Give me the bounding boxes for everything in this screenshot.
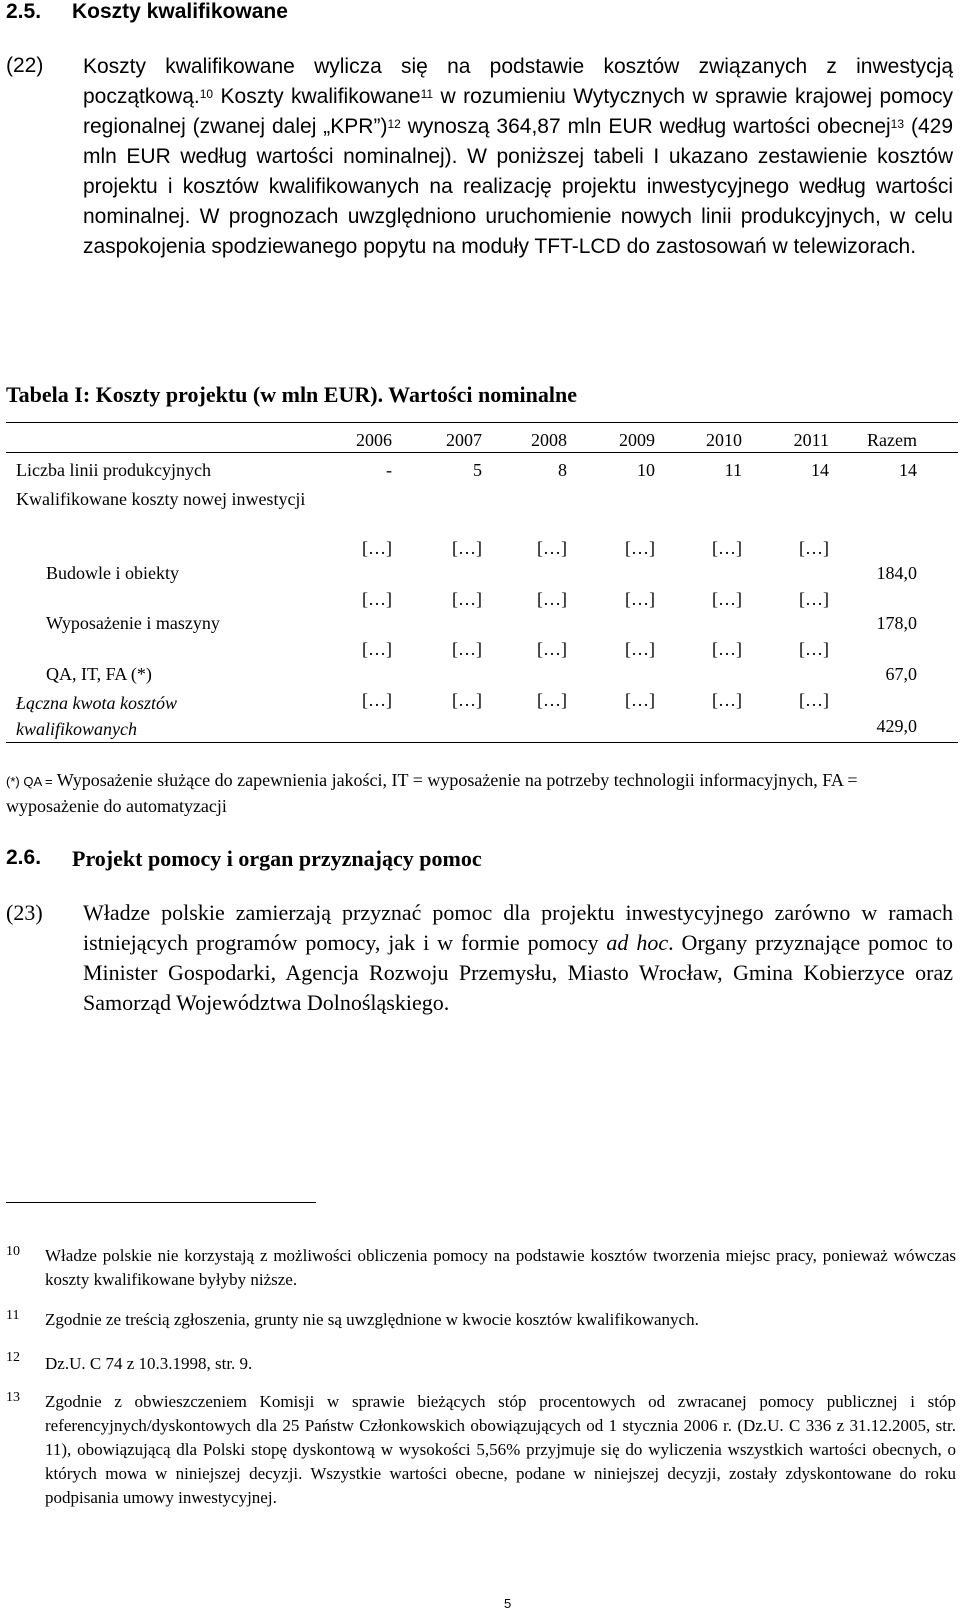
table-note-prefix: (*) QA = <box>6 774 53 789</box>
paragraph-italic-text: ad hoc <box>606 930 669 955</box>
table-cell: […] <box>452 639 482 659</box>
row-label: Wyposażenie i maszyny <box>46 613 220 633</box>
section-number: 2.6. <box>6 846 42 869</box>
col-header: 2010 <box>706 430 742 450</box>
table-cell-total: 429,0 <box>876 716 917 736</box>
table-note-text: Wyposażenie służące do zapewnienia jakości, IT = wyposażenie na potrzeby technologii informacyjnych, FA = wyposażenie do automatyzacji <box>6 770 858 816</box>
table-cell: […] <box>712 639 742 659</box>
table-caption-rest: Wartości nominalne <box>383 382 578 407</box>
table-cell: […] <box>799 589 829 609</box>
row-label: Kwalifikowane koszty nowej inwestycji <box>16 489 306 509</box>
paragraph-number: (22) <box>6 54 44 77</box>
table-cell: […] <box>799 538 829 558</box>
col-header: 2007 <box>446 430 482 450</box>
page-number: 5 <box>504 1596 512 1611</box>
table-cell: […] <box>799 690 829 710</box>
table-cell: […] <box>625 639 655 659</box>
paragraph-text: Koszty kwalifikowane wylicza się na podstawie kosztów związanych z inwestycją początkową. <box>83 55 953 108</box>
section-number: 2.5. <box>6 0 42 23</box>
table-cell: […] <box>537 538 567 558</box>
table-cell: […] <box>452 690 482 710</box>
footnote-number: 11 <box>6 1308 20 1323</box>
table-cell: […] <box>625 690 655 710</box>
footnote-text: Zgodnie ze treścią zgłoszenia, grunty nie są uwzględnione w kwocie kosztów kwalifikowanych. <box>45 1310 699 1329</box>
table-cell: […] <box>625 589 655 609</box>
paragraph-text: Koszty kwalifikowane <box>213 85 421 108</box>
paragraph-number: (23) <box>6 900 43 925</box>
table-cell: 14 <box>899 460 917 480</box>
col-header: 2008 <box>531 430 567 450</box>
table-cell: […] <box>362 690 392 710</box>
table-bottom-rule <box>6 742 958 743</box>
section-title: Projekt pomocy i organ przyznający pomoc <box>72 846 482 871</box>
table-caption-bold: Tabela I: Koszty projektu (w mln EUR). <box>6 382 384 407</box>
table-cell: […] <box>625 538 655 558</box>
table-cell: 11 <box>724 460 742 480</box>
table-note <box>6 768 906 818</box>
table-cell: - <box>386 460 392 480</box>
table-cell-total: 184,0 <box>876 563 917 583</box>
table-cell-total: 67,0 <box>885 664 917 684</box>
table-cell: […] <box>362 589 392 609</box>
table-cell: 14 <box>811 460 829 480</box>
footnote-text: Władze polskie nie korzystają z możliwości obliczenia pomocy na podstawie kosztów tworzenia miejsc pracy, ponieważ wówczas koszty kwalifikowane byłyby niższe. <box>45 1246 956 1289</box>
footnote-ref: 10 <box>199 87 214 101</box>
footnote-text: Dz.U. C 74 z 10.3.1998, str. 9. <box>45 1354 253 1373</box>
row-label: Łączna kwota kosztów kwalifikowanych <box>16 693 178 739</box>
col-header: 2009 <box>619 430 655 450</box>
footnote-ref: 13 <box>890 117 905 131</box>
table-cell: […] <box>537 690 567 710</box>
paragraph-23 <box>83 898 953 1018</box>
paragraph-text: wynoszą 364,87 mln EUR według wartości obecnej <box>400 115 891 138</box>
row-label: Budowle i obiekty <box>46 563 179 583</box>
paragraph-text: (429 mln EUR według wartości nominalnej). W poniższej tabeli I ukazano zestawienie kosztów projektu i kosztów kwalifikowanych na realizację projektu inwestycyjnego według wartości nominalnej. W prognozach uwzględniono uruchomienie nowych linii produkcyjnych, w celu zaspokojenia spodziewanego popytu na moduły TFT-LCD do zastosowań w telewizorach. <box>83 115 954 258</box>
footnote-number: 10 <box>6 1244 20 1259</box>
table-cell: 10 <box>637 460 655 480</box>
footnote-separator <box>6 1202 316 1203</box>
footnote-ref: 11 <box>420 87 434 101</box>
paragraph-text: w rozumieniu Wytycznych w sprawie krajowej pomocy regionalnej (zwanej dalej „KPR”) <box>83 85 953 138</box>
section-title: Koszty kwalifikowane <box>72 0 288 23</box>
paragraph-text: Władze polskie zamierzają przyznać pomoc dla projektu inwestycyjnego zarówno w ramach istniejących programów pomocy, jak i w formie pomocy <box>83 900 953 955</box>
table-cell: […] <box>712 538 742 558</box>
row-label: Liczba linii produkcyjnych <box>16 460 211 480</box>
table-cell: […] <box>712 589 742 609</box>
table-cell: […] <box>799 639 829 659</box>
paragraph-text: . Organy przyznające pomoc to Minister Gospodarki, Agencja Rozwoju Przemysłu, Miasto Wrocław, Gmina Kobierzyce oraz Samorząd Województwa Dolnośląskiego. <box>83 930 953 1015</box>
table-cell: […] <box>537 639 567 659</box>
table-cell: […] <box>362 538 392 558</box>
footnote-number: 13 <box>6 1390 20 1405</box>
col-header: Razem <box>867 430 917 450</box>
table-cell: […] <box>452 589 482 609</box>
col-header: 2011 <box>793 430 829 450</box>
table-cell-total: 178,0 <box>876 613 917 633</box>
table-cell: 5 <box>473 460 482 480</box>
table-cell: […] <box>362 639 392 659</box>
cost-table <box>0 0 960 760</box>
table-cell: […] <box>452 538 482 558</box>
table-cell: […] <box>712 690 742 710</box>
footnote-text: Zgodnie z obwieszczeniem Komisji w sprawie bieżących stóp procentowych od zwracanej pomocy publicznej i stóp referencyjnych/dyskontowych dla 25 Państw Członkowskich obowiązujących od 1 stycznia 2006 r. (Dz.U. C 336 z 31.12.2005, str. 11), obowiązującą dla Polski stopę dyskontową w wysokości 5,56% przyjmuje się do wyliczenia wszystkich wartości obecnych, o których mowa w niniejszej decyzji. Wszystkie wartości obecne, podane w niniejszej decyzji, zostały zdyskontowane do roku podpisania umowy inwestycyjnej. <box>45 1392 956 1507</box>
footnote-number: 12 <box>6 1350 20 1365</box>
col-header: 2006 <box>356 430 392 450</box>
row-label: QA, IT, FA (*) <box>46 664 152 684</box>
header-rule <box>6 452 958 453</box>
footnote-ref: 12 <box>387 117 401 131</box>
table-cell: […] <box>537 589 567 609</box>
table-cell: 8 <box>558 460 567 480</box>
